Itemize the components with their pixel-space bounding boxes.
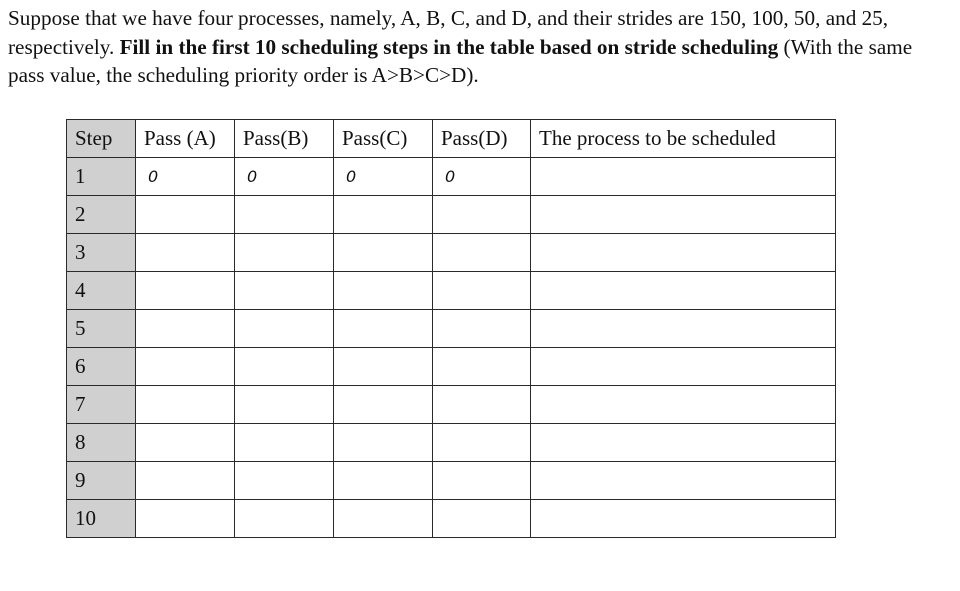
pass-a-cell[interactable] (136, 196, 235, 234)
table-row (67, 196, 836, 234)
table-row (67, 158, 836, 196)
pass-c-cell[interactable] (334, 424, 433, 462)
table-row (67, 462, 836, 500)
header-pass-d: Pass(D) (433, 120, 531, 158)
pass-a-cell[interactable]: 0 (136, 158, 235, 196)
pass-c-cell[interactable] (334, 272, 433, 310)
table-row (67, 386, 836, 424)
pass-d-cell[interactable] (433, 196, 531, 234)
pass-d-cell[interactable]: 0 (433, 158, 531, 196)
scheduled-process-cell[interactable] (531, 462, 836, 500)
step-number-cell: 3 (67, 234, 136, 272)
header-pass-c: Pass(C) (334, 120, 433, 158)
table-row (67, 310, 836, 348)
header-step: Step (67, 120, 136, 158)
pass-b-cell[interactable] (235, 500, 334, 538)
table-row (67, 234, 836, 272)
pass-d-cell[interactable] (433, 310, 531, 348)
pass-b-cell[interactable] (235, 462, 334, 500)
pass-c-cell[interactable] (334, 462, 433, 500)
pass-c-cell[interactable] (334, 196, 433, 234)
question-note: (With the same pass value, the scheduling priority order is A>B>C>D). (8, 34, 913, 87)
pass-a-cell[interactable] (136, 424, 235, 462)
step-number-cell: 9 (67, 462, 136, 500)
pass-a-cell[interactable] (136, 500, 235, 538)
pass-d-cell[interactable] (433, 348, 531, 386)
table-row (67, 500, 836, 538)
step-number-cell: 8 (67, 424, 136, 462)
pass-d-cell[interactable] (433, 272, 531, 310)
pass-a-cell[interactable] (136, 310, 235, 348)
table-row (67, 424, 836, 462)
pass-b-cell[interactable] (235, 272, 334, 310)
pass-c-cell[interactable] (334, 500, 433, 538)
pass-d-cell[interactable] (433, 424, 531, 462)
pass-a-cell[interactable] (136, 462, 235, 500)
pass-a-cell[interactable] (136, 272, 235, 310)
pass-a-cell[interactable] (136, 234, 235, 272)
stride-scheduling-table (66, 119, 836, 538)
pass-b-cell[interactable] (235, 310, 334, 348)
scheduled-process-cell[interactable] (531, 234, 836, 272)
pass-c-cell[interactable]: 0 (334, 158, 433, 196)
pass-b-cell[interactable] (235, 234, 334, 272)
question-instruction: Fill in the first 10 scheduling steps in the table based on stride scheduling (119, 34, 779, 59)
scheduled-process-cell[interactable] (531, 196, 836, 234)
step-number-cell: 10 (67, 500, 136, 538)
scheduled-process-cell[interactable] (531, 424, 836, 462)
pass-b-cell[interactable] (235, 424, 334, 462)
step-number-cell: 7 (67, 386, 136, 424)
pass-d-cell[interactable] (433, 500, 531, 538)
pass-c-cell[interactable] (334, 234, 433, 272)
step-number-cell: 6 (67, 348, 136, 386)
pass-b-cell[interactable]: 0 (235, 158, 334, 196)
pass-d-cell[interactable] (433, 234, 531, 272)
pass-d-cell[interactable] (433, 462, 531, 500)
table-row (67, 348, 836, 386)
step-number-cell: 4 (67, 272, 136, 310)
pass-a-cell[interactable] (136, 348, 235, 386)
scheduled-process-cell[interactable] (531, 500, 836, 538)
pass-a-cell[interactable] (136, 386, 235, 424)
pass-b-cell[interactable] (235, 348, 334, 386)
scheduled-process-cell[interactable] (531, 158, 836, 196)
step-number-cell: 1 (67, 158, 136, 196)
step-number-cell: 2 (67, 196, 136, 234)
pass-b-cell[interactable] (235, 386, 334, 424)
table-header-row (67, 120, 836, 158)
scheduled-process-cell[interactable] (531, 310, 836, 348)
table-row (67, 272, 836, 310)
pass-d-cell[interactable] (433, 386, 531, 424)
pass-b-cell[interactable] (235, 196, 334, 234)
pass-c-cell[interactable] (334, 310, 433, 348)
header-pass-a: Pass (A) (136, 120, 235, 158)
scheduled-process-cell[interactable] (531, 348, 836, 386)
scheduled-process-cell[interactable] (531, 272, 836, 310)
question-text (8, 4, 953, 90)
pass-c-cell[interactable] (334, 348, 433, 386)
scheduled-process-cell[interactable] (531, 386, 836, 424)
question-intro: Suppose that we have four processes, namely, A, B, C, and D, and their strides are 150, 100, 50, and 25, respectively. (8, 6, 889, 59)
pass-c-cell[interactable] (334, 386, 433, 424)
header-process: The process to be scheduled (531, 120, 836, 158)
header-pass-b: Pass(B) (235, 120, 334, 158)
step-number-cell: 5 (67, 310, 136, 348)
table-body (67, 158, 836, 538)
